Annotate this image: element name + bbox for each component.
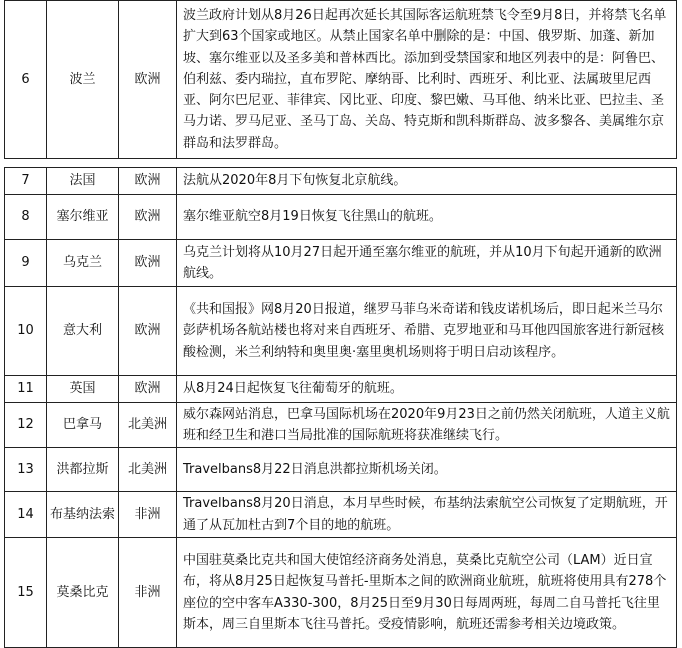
description-cell: Travelbans8月20日消息，本月早些时候，布基纳法索航空公司恢复了定期航班，开通了从瓦加杜古到7个目的地的航班。	[177, 492, 677, 538]
row-number: 15	[5, 538, 47, 648]
table-row	[5, 448, 677, 492]
table-row	[5, 240, 677, 287]
flight-table-top	[4, 0, 677, 159]
row-number: 13	[5, 448, 47, 492]
row-number: 8	[5, 195, 47, 240]
table-row	[5, 287, 677, 376]
row-number: 11	[5, 376, 47, 403]
region-cell: 欧洲	[119, 240, 177, 287]
description-cell: 塞尔维亚航空8月19日恢复飞往黑山的航班。	[177, 195, 677, 240]
description-cell: 威尔森网站消息，巴拿马国际机场在2020年9月23日之前仍然关闭航班，人道主义航班和经卫生和港口当局批准的国际航班将获准继续飞行。	[177, 403, 677, 448]
description-cell: 中国驻莫桑比克共和国大使馆经济商务处消息，莫桑比克航空公司（LAM）近日宣布，将从8月25日起恢复马普托-里斯本之间的欧洲商业航班，航班将使用具有278个座位的空中客车A330-300，8月25日至9月30日每周两班，每周二自马普托飞往里斯本，周三自里斯本飞往马普托。受疫情影响，航班还需参考相关边境政策。	[177, 538, 677, 648]
table-row	[5, 195, 677, 240]
row-number: 7	[5, 168, 47, 195]
country-cell: 洪都拉斯	[47, 448, 119, 492]
table-row	[5, 1, 677, 159]
country-cell: 乌克兰	[47, 240, 119, 287]
description-cell: 从8月24日起恢复飞往葡萄牙的航班。	[177, 376, 677, 403]
region-cell: 欧洲	[119, 168, 177, 195]
country-cell: 意大利	[47, 287, 119, 376]
region-cell: 非洲	[119, 492, 177, 538]
region-cell: 非洲	[119, 538, 177, 648]
table-row	[5, 492, 677, 538]
flight-table-main	[4, 167, 677, 648]
table-row	[5, 168, 677, 195]
country-cell: 布基纳法索	[47, 492, 119, 538]
description-cell: 乌克兰计划将从10月27日起开通至塞尔维亚的航班，并从10月下旬起开通新的欧洲航线。	[177, 240, 677, 287]
country-cell: 莫桑比克	[47, 538, 119, 648]
row-number: 14	[5, 492, 47, 538]
country-cell: 英国	[47, 376, 119, 403]
table-row	[5, 403, 677, 448]
row-number: 10	[5, 287, 47, 376]
row-number: 12	[5, 403, 47, 448]
description-cell: 波兰政府计划从8月26日起再次延长其国际客运航班禁飞令至9月8日，并将禁飞名单扩大到63个国家或地区。从禁止国家名单中删除的是：中国、俄罗斯、加蓬、新加坡、塞尔维亚以及圣多美和普林西比。添加到受禁国家和地区列表中的是：阿鲁巴、伯利兹、委内瑞拉，直布罗陀、摩纳哥、比利时、西班牙、利比亚、法属玻里尼西亚、阿尔巴尼亚、菲律宾、冈比亚、印度、黎巴嫩、马耳他、纳米比亚、巴拉圭、圣马力诺、罗马尼亚、圣马丁岛、关岛、特克斯和凯科斯群岛、波多黎各、美属维尔京群岛和法罗群岛。	[177, 1, 677, 159]
row-number: 6	[5, 1, 47, 159]
country-cell: 巴拿马	[47, 403, 119, 448]
country-cell: 波兰	[47, 1, 119, 159]
region-cell: 欧洲	[119, 1, 177, 159]
region-cell: 欧洲	[119, 287, 177, 376]
description-cell: 《共和国报》网8月20日报道，继罗马菲乌米奇诺和钱皮诺机场后，即日起米兰马尔彭萨机场各航站楼也将对来自西班牙、希腊、克罗地亚和马耳他四国旅客进行新冠核酸检测，米兰利纳特和奥里奥·塞里奥机场则将于明日启动该程序。	[177, 287, 677, 376]
region-cell: 北美洲	[119, 403, 177, 448]
row-number: 9	[5, 240, 47, 287]
region-cell: 欧洲	[119, 195, 177, 240]
region-cell: 北美洲	[119, 448, 177, 492]
country-cell: 法国	[47, 168, 119, 195]
description-cell: 法航从2020年8月下旬恢复北京航线。	[177, 168, 677, 195]
description-cell: Travelbans8月22日消息洪都拉斯机场关闭。	[177, 448, 677, 492]
table-row	[5, 376, 677, 403]
region-cell: 欧洲	[119, 376, 177, 403]
table-row	[5, 538, 677, 648]
country-cell: 塞尔维亚	[47, 195, 119, 240]
